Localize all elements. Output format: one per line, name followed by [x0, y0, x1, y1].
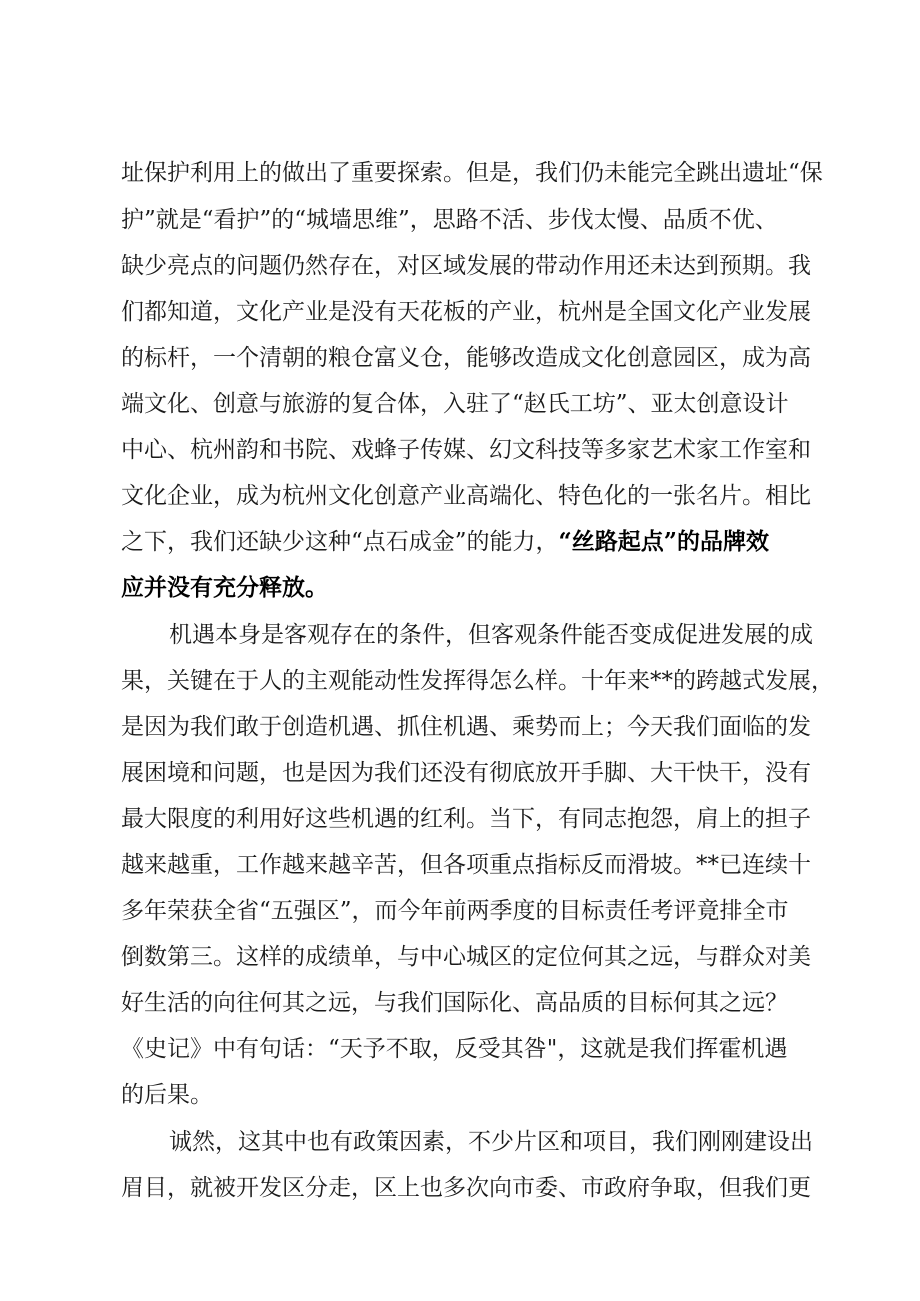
text-line: 端文化、创意与旅游的复合体，入驻了“赵氏工坊”、亚太创意设计	[121, 391, 789, 417]
text-line: 展困境和问题，也是因为我们还没有彻底放开手脚、大干快干，没有	[121, 760, 811, 786]
text-line: 好生活的向往何其之远，与我们国际化、高品质的目标何其之远？	[121, 990, 788, 1016]
text-line: 《史记》中有句话：“天予不取，反受其咎"，这就是我们挥霍机遇	[121, 1036, 788, 1062]
text-line: 眉目，就被开发区分走，区上也多次向市委、市政府争取，但我们更	[121, 1175, 811, 1201]
text-line: 中心、杭州韵和书院、戏蜂子传媒、幻文科技等多家艺术家工作室和	[121, 437, 811, 463]
paragraph-first-line: 机遇本身是客观存在的条件，但客观条件能否变成促进发展的成	[169, 622, 813, 648]
text-line: 越来越重，工作越来越辛苦，但各项重点指标反而滑坡。**已连续十	[121, 852, 811, 878]
bold-text-line: 应并没有充分释放。	[121, 574, 328, 601]
text-line: 缺少亮点的问题仍然存在，对区域发展的带动作用还未达到预期。我	[121, 253, 811, 279]
text-line: 址保护利用上的做出了重要探索。但是，我们仍未能完全跳出遗址“保	[121, 160, 823, 186]
text-segment: 之下，我们还缺少这种“点石成金”的能力，	[121, 529, 559, 555]
text-line: 果，关键在于人的主观能动性发挥得怎么样。十年来**的跨越式发展，	[121, 668, 834, 694]
text-line: 们都知道，文化产业是没有天花板的产业，杭州是全国文化产业发展	[121, 299, 811, 325]
text-line: 最大限度的利用好这些机遇的红利。当下，有同志抱怨，肩上的担子	[121, 806, 811, 832]
bold-phrase: “丝路起点”的品牌效	[558, 528, 769, 555]
paragraph-first-line: 诚然，这其中也有政策因素，不少片区和项目，我们刚刚建设出	[169, 1129, 813, 1155]
text-line: 的后果。	[121, 1082, 213, 1108]
text-line	[121, 526, 769, 558]
text-line: 多年荣获全省“五强区”，而今年前两季度的目标责任考评竟排全市	[121, 898, 789, 924]
text-line: 文化企业，成为杭州文化创意产业高端化、特色化的一张名片。相比	[121, 483, 811, 509]
text-line: 护”就是“看护”的“城墙思维”，思路不活、步伐太慢、品质不优、	[121, 207, 778, 233]
text-line: 倒数第三。这样的成绩单，与中心城区的定位何其之远，与群众对美	[121, 944, 811, 970]
text-line: 是因为我们敢于创造机遇、抓住机遇、乘势而上；今天我们面临的发	[121, 714, 811, 740]
text-line: 的标杆，一个清朝的粮仓富义仓，能够改造成文化创意园区，成为高	[121, 345, 811, 371]
